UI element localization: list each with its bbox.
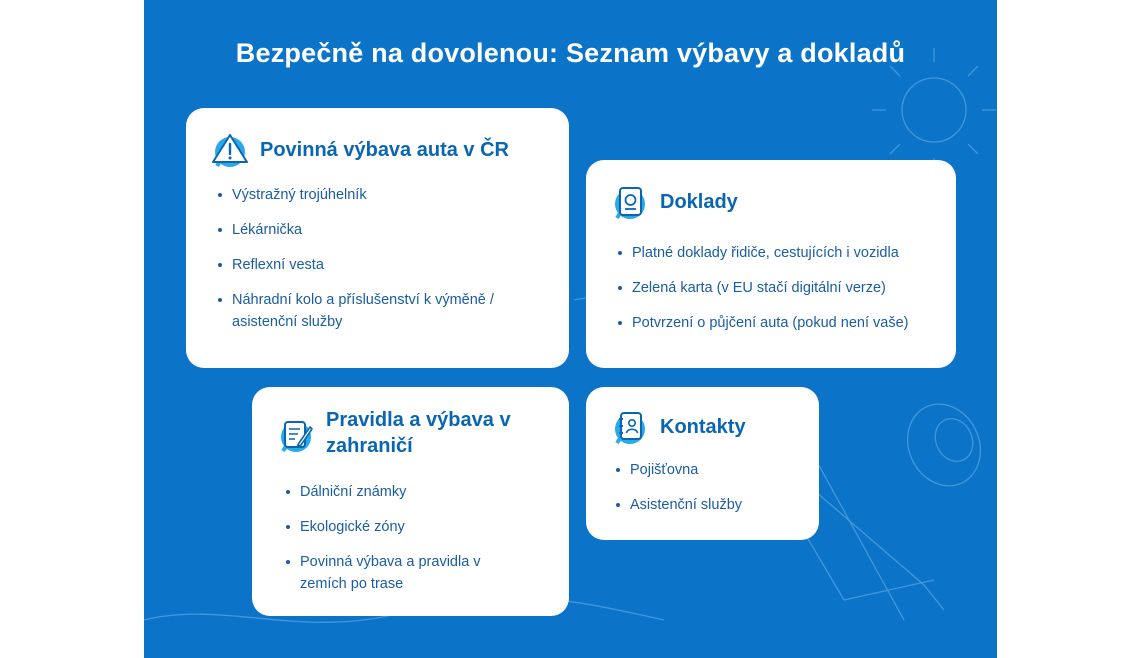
page-title: Bezpečně na dovolenou: Seznam výbavy a dokladů: [235, 38, 906, 68]
list-item: Dálniční známky: [284, 481, 554, 503]
card-mandatory-equipment: [186, 108, 569, 368]
list-item: Ekologické zóny: [284, 516, 554, 538]
notepad-pen-icon: [274, 413, 318, 457]
list-item: Výstražný trojúhelník: [216, 184, 536, 206]
list-item: Zelená karta (v EU stačí digitální verze): [616, 277, 946, 299]
card-documents: [586, 160, 956, 368]
list-item: Pojišťovna: [614, 459, 804, 481]
card-title: Povinná výbava auta v ČR: [260, 139, 509, 161]
list-item: Náhradní kolo a příslušenství k výměně / asistenční služby: [216, 289, 517, 333]
card-title: Doklady: [660, 191, 738, 213]
sun-icon: [902, 78, 966, 142]
hat-icon: [895, 392, 994, 498]
list-item: Reflexní vesta: [216, 254, 536, 276]
list-item: Platné doklady řidiče, cestujících i vozidla: [616, 242, 946, 264]
list-item: Potvrzení o půjčení auta (pokud není vaše): [616, 312, 946, 334]
card-rules-abroad: [252, 387, 569, 616]
phone-book-icon: [608, 405, 652, 449]
poster: [144, 0, 997, 658]
passport-icon: [608, 180, 652, 224]
list-item: Asistenční služby: [614, 494, 804, 516]
card-contacts: [586, 387, 819, 540]
list-item: Lékárnička: [216, 219, 536, 241]
warning-triangle-icon: [208, 128, 252, 172]
card-title: Pravidla a výbava v zahraničí: [326, 409, 511, 457]
card-title: Kontakty: [660, 416, 746, 438]
list-item: Povinná výbava a pravidla v zemích po trase: [284, 551, 495, 595]
